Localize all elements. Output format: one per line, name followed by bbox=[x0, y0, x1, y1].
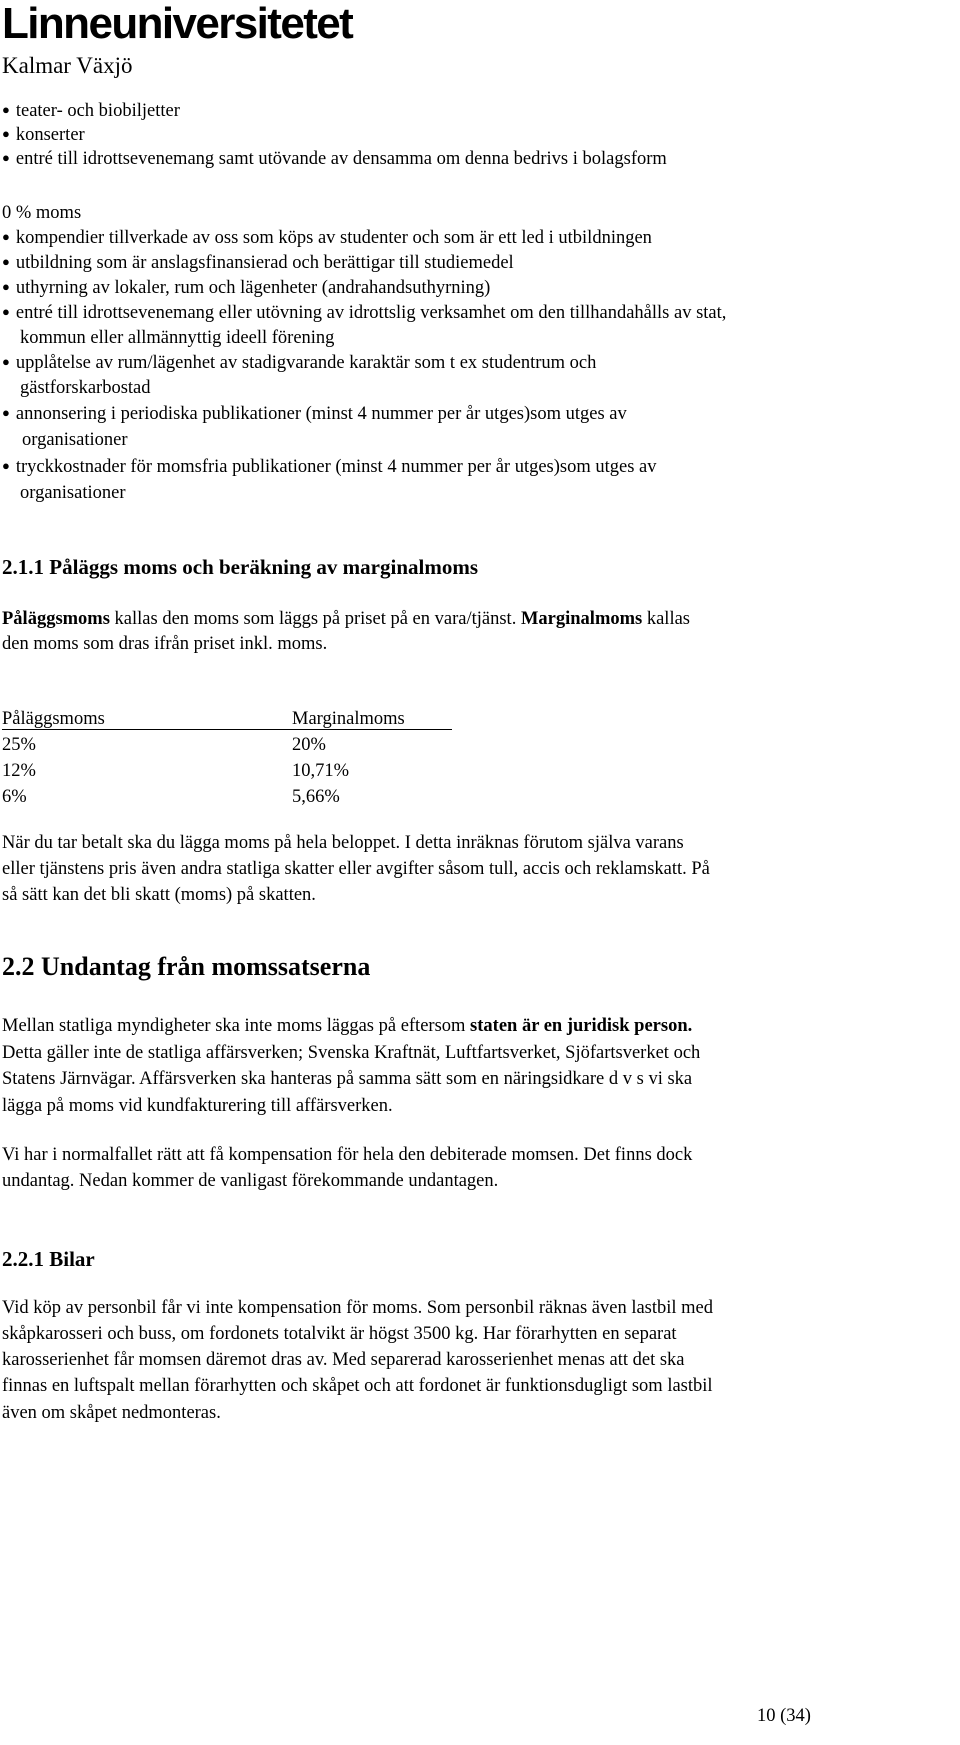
list-item-continuation: gästforskarbostad bbox=[20, 378, 151, 398]
list-item: ● konserter bbox=[2, 124, 85, 147]
table-header-marginalmoms: Marginalmoms bbox=[292, 709, 405, 729]
table-cell: 12% bbox=[2, 761, 36, 781]
paragraph-line bbox=[2, 608, 690, 630]
paragraph-line bbox=[2, 1015, 692, 1037]
section-heading-2-2-1: 2.2.1 Bilar bbox=[2, 1247, 95, 1271]
logo-subtitle: Kalmar Växjö bbox=[2, 53, 133, 78]
paragraph-line: även om skåpet nedmonteras. bbox=[2, 1403, 221, 1423]
section-heading-2-1-1: 2.1.1 Påläggs moms och beräkning av marginalmoms bbox=[2, 555, 479, 579]
term-marginalmoms: Marginalmoms bbox=[520, 609, 643, 629]
table-cell: 6% bbox=[2, 787, 27, 807]
text-span: kallas bbox=[642, 609, 690, 629]
table-header-underline bbox=[2, 729, 452, 730]
list-item: ● utbildning som är anslagsfinansierad och berättigar till studiemedel bbox=[2, 252, 514, 275]
paragraph-line: så sätt kan det bli skatt (moms) på skatten. bbox=[2, 885, 316, 905]
section-heading-2-2: 2.2 Undantag från momssatserna bbox=[2, 952, 371, 981]
emphasis: staten är en juridisk person. bbox=[470, 1016, 693, 1036]
list-item: ● kompendier tillverkade av oss som köps av studenter och som är ett led i utbildningen bbox=[2, 227, 652, 250]
text-span: Mellan statliga myndigheter ska inte moms läggas på eftersom bbox=[2, 1016, 471, 1036]
table-cell: 25% bbox=[2, 735, 36, 755]
paragraph-line: den moms som dras ifrån priset inkl. moms. bbox=[2, 634, 328, 654]
table-cell: 20% bbox=[292, 735, 326, 755]
list-item-continuation: organisationer bbox=[22, 430, 128, 450]
paragraph-line: När du tar betalt ska du lägga moms på hela beloppet. I detta inräknas förutom själva varans bbox=[2, 833, 684, 853]
table-cell: 10,71% bbox=[292, 761, 350, 781]
list-item: ● tryckkostnader för momsfria publikationer (minst 4 nummer per år utges)som utges av bbox=[2, 456, 657, 479]
logo-wordmark: Linneuniversitetet bbox=[2, 0, 353, 48]
list-item: ● upplåtelse av rum/lägenhet av stadigvarande karaktär som t ex studentrum och bbox=[2, 352, 596, 375]
paragraph-line: Detta gäller inte de statliga affärsverken; Svenska Kraftnät, Luftfartsverket, Sjöfartsverket och bbox=[2, 1043, 701, 1063]
list-item: ● entré till idrottsevenemang eller utövning av idrottslig verksamhet om den tillhandahålls av stat, bbox=[2, 302, 726, 325]
page-number: 10 (34) bbox=[757, 1706, 811, 1726]
paragraph-line: lägga på moms vid kundfakturering till affärsverken. bbox=[2, 1096, 393, 1116]
paragraph-line: Vid köp av personbil får vi inte kompensation för moms. Som personbil räknas även lastbil med bbox=[2, 1298, 714, 1318]
list-item-continuation: organisationer bbox=[20, 483, 126, 503]
term-paslagsmoms: Påläggsmoms bbox=[2, 609, 110, 629]
paragraph-line: Vi har i normalfallet rätt att få kompensation för hela den debiterade momsen. Det finns dock bbox=[2, 1145, 693, 1165]
zero-vat-heading: 0 % moms bbox=[2, 203, 82, 223]
table-header-paslagsmoms: Påläggsmoms bbox=[2, 709, 105, 729]
paragraph-line: finnas en luftspalt mellan förarhytten och skåpet och att fordonet är funktionsdugligt som lastbil bbox=[2, 1376, 713, 1396]
list-item: ● teater- och biobiljetter bbox=[2, 100, 180, 123]
paragraph-line: undantag. Nedan kommer de vanligast förekommande undantagen. bbox=[2, 1171, 499, 1191]
list-item: ● uthyrning av lokaler, rum och lägenheter (andrahandsuthyrning) bbox=[2, 277, 490, 300]
paragraph-line: eller tjänstens pris även andra statliga skatter eller avgifter såsom tull, accis och reklamskatt. På bbox=[2, 859, 710, 879]
list-item-continuation: kommun eller allmännyttig ideell förening bbox=[20, 328, 335, 348]
list-item: ● annonsering i periodiska publikationer (minst 4 nummer per år utges)som utges av bbox=[2, 403, 627, 426]
text-span: kallas den moms som läggs på priset på en vara/tjänst. bbox=[109, 609, 521, 629]
paragraph-line: karosserienhet får momsen däremot dras av. Med separerad karosserienhet menas att det ska bbox=[2, 1350, 685, 1370]
list-item: ● entré till idrottsevenemang samt utövande av densamma om denna bedrivs i bolagsform bbox=[2, 148, 667, 171]
paragraph-line: Statens Järnvägar. Affärsverken ska hanteras på samma sätt som en näringsidkare d v s vi ska bbox=[2, 1069, 693, 1089]
paragraph-line: skåpkarosseri och buss, om fordonets totalvikt är högst 3500 kg. Har förarhytten en separat bbox=[2, 1324, 677, 1344]
table-cell: 5,66% bbox=[292, 787, 340, 807]
